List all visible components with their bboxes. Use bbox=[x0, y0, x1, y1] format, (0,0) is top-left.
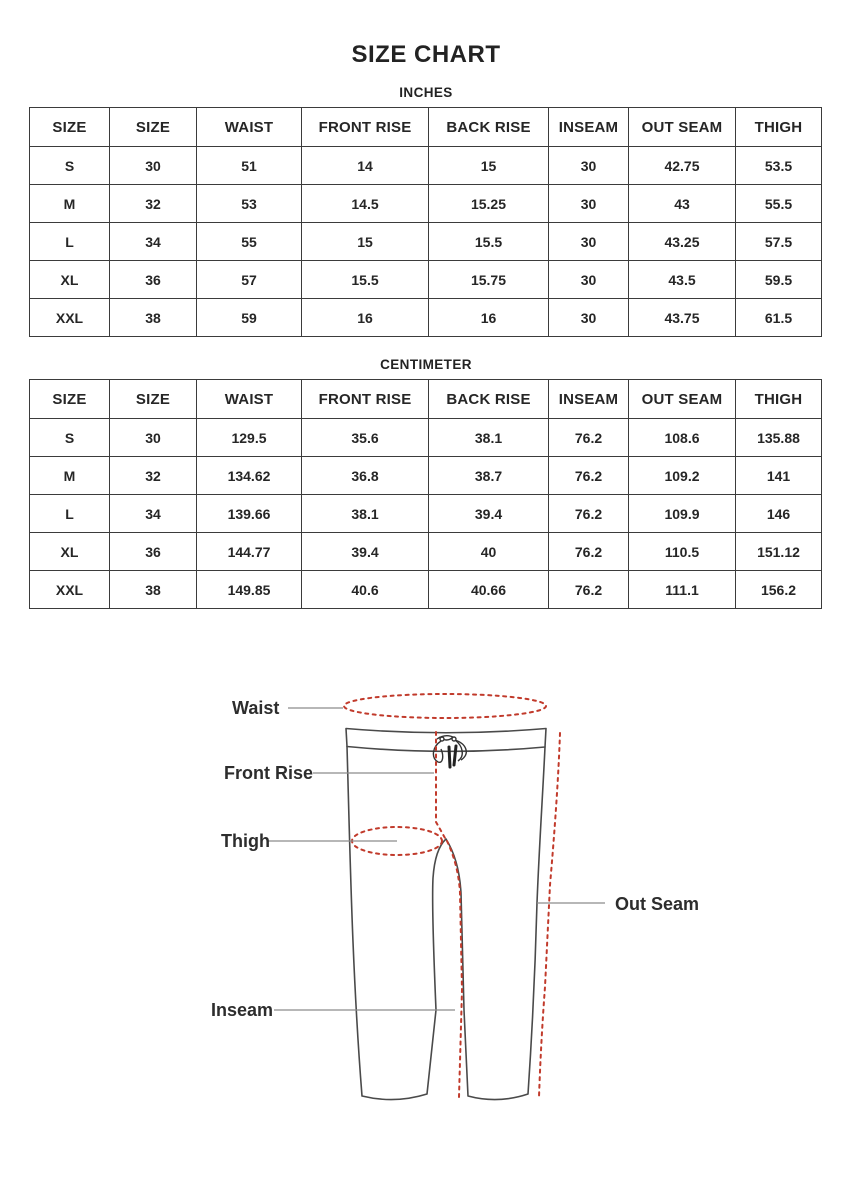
value-cell: 14 bbox=[302, 147, 429, 185]
header-row bbox=[30, 380, 822, 419]
value-cell: 38 bbox=[110, 571, 197, 609]
value-cell: 30 bbox=[110, 419, 197, 457]
value-cell: 156.2 bbox=[736, 571, 822, 609]
value-cell: 39.4 bbox=[302, 533, 429, 571]
value-cell: 111.1 bbox=[629, 571, 736, 609]
value-cell: 43.75 bbox=[629, 299, 736, 337]
size-cell: XXL bbox=[30, 571, 110, 609]
table-row bbox=[30, 261, 822, 299]
column-header: THIGH bbox=[736, 108, 822, 147]
waist-label: Waist bbox=[232, 698, 280, 718]
value-cell: 30 bbox=[549, 185, 629, 223]
value-cell: 43.5 bbox=[629, 261, 736, 299]
value-cell: 146 bbox=[736, 495, 822, 533]
value-cell: 35.6 bbox=[302, 419, 429, 457]
value-cell: 57 bbox=[197, 261, 302, 299]
value-cell: 59.5 bbox=[736, 261, 822, 299]
size-cell: XXL bbox=[30, 299, 110, 337]
value-cell: 134.62 bbox=[197, 457, 302, 495]
column-header: OUT SEAM bbox=[629, 380, 736, 419]
value-cell: 30 bbox=[549, 299, 629, 337]
value-cell: 42.75 bbox=[629, 147, 736, 185]
value-cell: 61.5 bbox=[736, 299, 822, 337]
table-row bbox=[30, 419, 822, 457]
column-header: INSEAM bbox=[549, 108, 629, 147]
value-cell: 53 bbox=[197, 185, 302, 223]
pants-outline bbox=[347, 747, 545, 1100]
value-cell: 38.1 bbox=[302, 495, 429, 533]
column-header: SIZE bbox=[30, 380, 110, 419]
column-header: WAIST bbox=[197, 108, 302, 147]
value-cell: 34 bbox=[110, 495, 197, 533]
value-cell: 30 bbox=[549, 147, 629, 185]
value-cell: 15.75 bbox=[429, 261, 549, 299]
table-row bbox=[30, 223, 822, 261]
table-row bbox=[30, 147, 822, 185]
table-row bbox=[30, 495, 822, 533]
value-cell: 109.2 bbox=[629, 457, 736, 495]
drawstring-eyelet-right bbox=[452, 737, 456, 741]
header-row bbox=[30, 108, 822, 147]
value-cell: 108.6 bbox=[629, 419, 736, 457]
value-cell: 151.12 bbox=[736, 533, 822, 571]
value-cell: 110.5 bbox=[629, 533, 736, 571]
value-cell: 38 bbox=[110, 299, 197, 337]
table-row bbox=[30, 533, 822, 571]
column-header: FRONT RISE bbox=[302, 108, 429, 147]
value-cell: 129.5 bbox=[197, 419, 302, 457]
table-row bbox=[30, 185, 822, 223]
column-header: BACK RISE bbox=[429, 108, 549, 147]
size-cell: S bbox=[30, 419, 110, 457]
value-cell: 144.77 bbox=[197, 533, 302, 571]
value-cell: 30 bbox=[110, 147, 197, 185]
value-cell: 76.2 bbox=[549, 495, 629, 533]
value-cell: 15.5 bbox=[429, 223, 549, 261]
value-cell: 38.7 bbox=[429, 457, 549, 495]
value-cell: 43 bbox=[629, 185, 736, 223]
column-header: SIZE bbox=[110, 108, 197, 147]
table-row bbox=[30, 299, 822, 337]
column-header: SIZE bbox=[30, 108, 110, 147]
column-header: THIGH bbox=[736, 380, 822, 419]
table-row bbox=[30, 457, 822, 495]
value-cell: 14.5 bbox=[302, 185, 429, 223]
value-cell: 39.4 bbox=[429, 495, 549, 533]
value-cell: 55.5 bbox=[736, 185, 822, 223]
value-cell: 43.25 bbox=[629, 223, 736, 261]
column-header: WAIST bbox=[197, 380, 302, 419]
column-header: OUT SEAM bbox=[629, 108, 736, 147]
value-cell: 30 bbox=[549, 261, 629, 299]
column-header: BACK RISE bbox=[429, 380, 549, 419]
value-cell: 135.88 bbox=[736, 419, 822, 457]
size-cell: L bbox=[30, 223, 110, 261]
drawstring-eyelet-left bbox=[440, 737, 444, 741]
value-cell: 76.2 bbox=[549, 571, 629, 609]
value-cell: 15 bbox=[302, 223, 429, 261]
size-cell: L bbox=[30, 495, 110, 533]
value-cell: 32 bbox=[110, 457, 197, 495]
value-cell: 59 bbox=[197, 299, 302, 337]
front-rise-dashed-line bbox=[436, 732, 445, 838]
value-cell: 139.66 bbox=[197, 495, 302, 533]
size-cell: S bbox=[30, 147, 110, 185]
value-cell: 36 bbox=[110, 533, 197, 571]
size-cell: XL bbox=[30, 533, 110, 571]
value-cell: 109.9 bbox=[629, 495, 736, 533]
column-header: INSEAM bbox=[549, 380, 629, 419]
out-seam-label: Out Seam bbox=[615, 894, 700, 914]
value-cell: 76.2 bbox=[549, 457, 629, 495]
pants-measurement-diagram bbox=[0, 640, 852, 1200]
drawstring-aglets bbox=[449, 746, 456, 767]
value-cell: 40 bbox=[429, 533, 549, 571]
value-cell: 53.5 bbox=[736, 147, 822, 185]
value-cell: 15.5 bbox=[302, 261, 429, 299]
value-cell: 30 bbox=[549, 223, 629, 261]
inseam-label: Inseam bbox=[211, 1000, 274, 1020]
size-cell: M bbox=[30, 185, 110, 223]
value-cell: 76.2 bbox=[549, 419, 629, 457]
column-header: SIZE bbox=[110, 380, 197, 419]
value-cell: 15.25 bbox=[429, 185, 549, 223]
centimeter-unit-label: CENTIMETER bbox=[380, 357, 472, 372]
size-cell: M bbox=[30, 457, 110, 495]
value-cell: 40.66 bbox=[429, 571, 549, 609]
inches-unit-label: INCHES bbox=[399, 85, 453, 100]
value-cell: 141 bbox=[736, 457, 822, 495]
front-rise-label: Front Rise bbox=[224, 763, 314, 783]
value-cell: 38.1 bbox=[429, 419, 549, 457]
value-cell: 51 bbox=[197, 147, 302, 185]
size-table-centimeter bbox=[29, 379, 822, 609]
value-cell: 16 bbox=[302, 299, 429, 337]
page-title: SIZE CHART bbox=[351, 41, 501, 68]
value-cell: 16 bbox=[429, 299, 549, 337]
thigh-label: Thigh bbox=[221, 831, 270, 851]
value-cell: 76.2 bbox=[549, 533, 629, 571]
value-cell: 36 bbox=[110, 261, 197, 299]
waist-dashed-ellipse bbox=[344, 694, 546, 718]
value-cell: 57.5 bbox=[736, 223, 822, 261]
value-cell: 34 bbox=[110, 223, 197, 261]
size-table-inches bbox=[29, 107, 822, 337]
value-cell: 36.8 bbox=[302, 457, 429, 495]
size-cell: XL bbox=[30, 261, 110, 299]
table-row bbox=[30, 571, 822, 609]
column-header: FRONT RISE bbox=[302, 380, 429, 419]
value-cell: 32 bbox=[110, 185, 197, 223]
value-cell: 40.6 bbox=[302, 571, 429, 609]
value-cell: 15 bbox=[429, 147, 549, 185]
value-cell: 149.85 bbox=[197, 571, 302, 609]
value-cell: 55 bbox=[197, 223, 302, 261]
